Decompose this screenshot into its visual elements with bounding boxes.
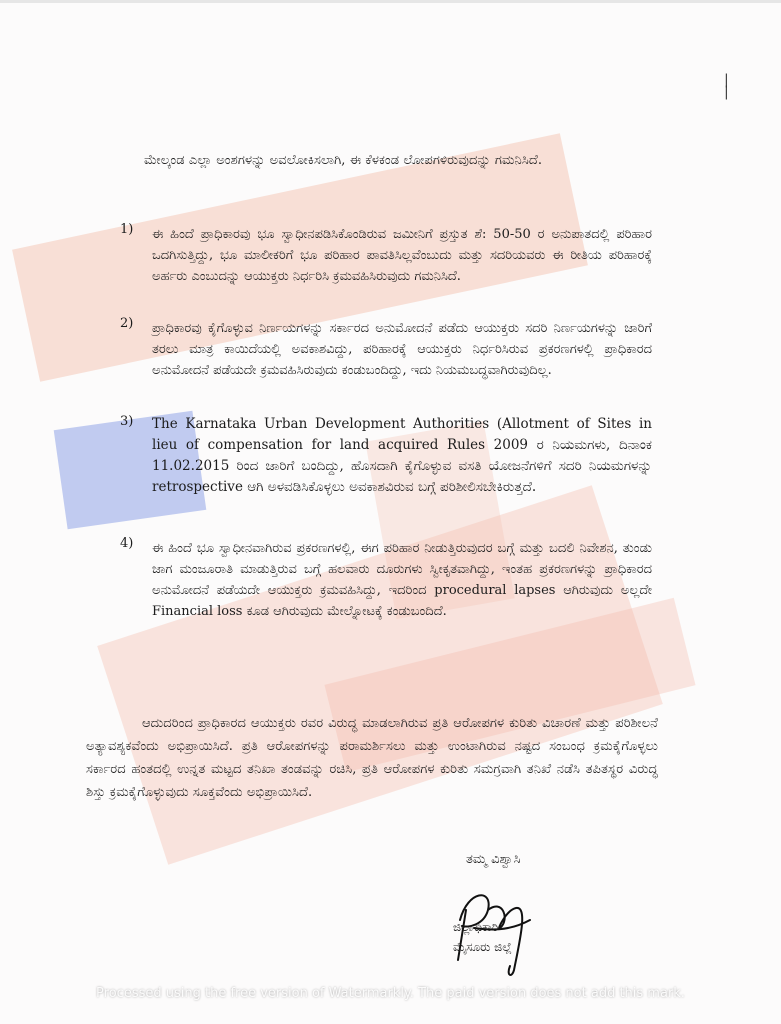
sign-off: ತಮ್ಮ ವಿಶ್ವಾಸಿ [466,852,521,867]
point-text: ಈ ಹಿಂದೆ ಪ್ರಾಧಿಕಾರವು ಭೂ ಸ್ವಾಧೀನಪಡಿಸಿಕೊಂಡಿರುವ ಜಮೀನಿಗೆ ಪ್ರಸ್ತುತ ಶೆ: 50-50 ರ ಅನುಪಾತದಲ್ಲಿ ಪರಿಹಾರ ಒದಗಿಸುತ್ತಿದ್ದು, ಭೂ ಮಾಲೀಕರಿಗೆ ಭೂ ಪರಿಹಾರ ಪಾವತಿಸಿಲ್ಲವೆಂಬುದು ಮತ್ತು ಸದರಿಯವರು ಈ ರೀತಿಯ ಪರಿಹಾರಕ್ಕೆ ಅರ್ಹರು ಎಂಬುದನ್ನು ಆಯುಕ್ತರು ನಿರ್ಧರಿಸಿ ಕ್ರಮವಹಿಸಿರುವುದು ಗಮನಿಸಿದೆ. [152,227,652,284]
point-number: 4) [120,536,134,551]
point-number: 1) [120,222,134,237]
point-text: ಈ ಹಿಂದೆ ಭೂ ಸ್ವಾಧೀನವಾಗಿರುವ ಪ್ರಕರಣಗಳಲ್ಲಿ, ಈಗ ಪರಿಹಾರ ನೀಡುತ್ತಿರುವುದರ ಬಗ್ಗೆ ಮತ್ತು ಬದಲಿ ನಿವೇಶನ, ತುಂಡು ಜಾಗ ಮಂಜೂರಾತಿ ಮಾಡುತ್ತಿರುವ ಬಗ್ಗೆ ಹಲವಾರು ದೂರುಗಳು ಸ್ವೀಕೃತವಾಗಿದ್ದು, ಇಂತಹ ಪ್ರಕರಣಗಳನ್ನು ಪ್ರಾಧಿಕಾರದ ಅನುಮೋದನೆ ಪಡೆಯದೇ ಆಯುಕ್ತರು ಕ್ರಮವಹಿಸಿದ್ದು, ಇದರಿಂದ procedural lapses ಆಗಿರುವುದು ಅಲ್ಲದೇ Financial loss ಕೂಡ ಆಗಿರುವುದು ಮೇಲ್ನೋಟಕ್ಕೆ ಕಂಡುಬಂದಿದೆ. [152,541,652,619]
top-border [0,0,781,3]
footer-watermark-text: Processed using the free version of Watermarkly. The paid version does not add this mark. [96,986,685,1001]
designation-title: ಜಿಲ್ಲಾಧಿಕಾರಿ [453,920,499,934]
designation [453,917,512,957]
intro-paragraph: ಮೇಲ್ಕಂಡ ಎಲ್ಲಾ ಅಂಶಗಳನ್ನು ಅವಲೋಕಿಸಲಾಗಿ, ಈ ಕೆಳಕಂಡ ಲೋಪಗಳಿರುವುದನ್ನು ಗಮನಿಸಿದೆ. [144,153,543,168]
point-number: 2) [120,316,134,331]
point-text: The Karnataka Urban Development Authorities (Allotment of Sites in lieu of compensation for land acquired Rules 2009 ರ ನಿಯಮಗಳು, ದಿನಾಂಕ 11.02.2015 ರಿಂದ ಜಾರಿಗೆ ಬಂದಿದ್ದು, ಹೊಸದಾಗಿ ಕೈಗೊಳ್ಳುವ ವಸತಿ ಯೋಜನೆಗಳಿಗೆ ಸದರಿ ನಿಯಮಗಳನ್ನು retrospective ಆಗಿ ಅಳವಡಿಸಿಕೊಳ್ಳಲು ಅವಕಾಶವಿರುವ ಬಗ್ಗೆ ಪರಿಶೀಲಿಸಬೇಕಿರುತ್ತದೆ. [152,416,652,495]
closing-paragraph: ಆದುದರಿಂದ ಪ್ರಾಧಿಕಾರದ ಆಯುಕ್ತರು ರವರ ವಿರುದ್ಧ ಮಾಡಲಾಗಿರುವ ಪ್ರತಿ ಆರೋಪಗಳ ಕುರಿತು ವಿಚಾರಣೆ ಮತ್ತು ಪರಿಶೀಲನೆ ಅತ್ಯಾವಶ್ಯಕವೆಂದು ಅಭಿಪ್ರಾಯಿಸಿದೆ. ಪ್ರತಿ ಆರೋಪಗಳನ್ನು ಪರಾಮರ್ಶಿಸಲು ಮತ್ತು ಉಂಟಾಗಿರುವ ನಷ್ಟದ ಸಂಬಂಧ ಕ್ರಮಕೈಗೊಳ್ಳಲು ಸರ್ಕಾರದ ಹಂತದಲ್ಲಿ ಉನ್ನತ ಮಟ್ಟದ ತನಿಖಾ ತಂಡವನ್ನು ರಚಿಸಿ, ಪ್ರತಿ ಆರೋಪಗಳ ಕುರಿತು ಸಮಗ್ರವಾಗಿ ತನಿಖೆ ನಡೆಸಿ ತಪಿತಸ್ಥರ ವಿರುದ್ಧ ಶಿಸ್ತು ಕ್ರಮಕೈಗೊಳ್ಳುವುದು ಸೂಕ್ತವೆಂದು ಅಭಿಪ್ರಾಯಿಸಿದೆ. [86,716,658,800]
point-text: ಪ್ರಾಧಿಕಾರವು ಕೈಗೊಳ್ಳುವ ನಿರ್ಣಯಗಳನ್ನು ಸರ್ಕಾರದ ಅನುಮೋದನೆ ಪಡೆದು ಆಯುಕ್ತರು ಸದರಿ ನಿರ್ಣಯಗಳನ್ನು ಜಾರಿಗೆ ತರಲು ಮಾತ್ರ ಕಾಯಿದೆಯಲ್ಲಿ ಅವಕಾಶವಿದ್ದು, ಪರಿಹಾರಕ್ಕೆ ಆಯುಕ್ತರು ನಿರ್ಧರಿಸಿರುವ ಪ್ರಕರಣಗಳಲ್ಲಿ ಪ್ರಾಧಿಕಾರದ ಅನುಮೋದನೆ ಪಡೆಯದೇ ಕ್ರಮವಹಿಸಿರುವುದು ಕಂಡುಬಂದಿದ್ದು, ಇದು ನಿಯಮಬದ್ಧವಾಗಿರುವುದಿಲ್ಲ. [152,321,652,378]
corner-mark: | | [724,72,729,100]
point-number: 3) [120,414,134,429]
designation-district: ಮೈಸೂರು ಜಿಲ್ಲೆ [453,940,512,954]
